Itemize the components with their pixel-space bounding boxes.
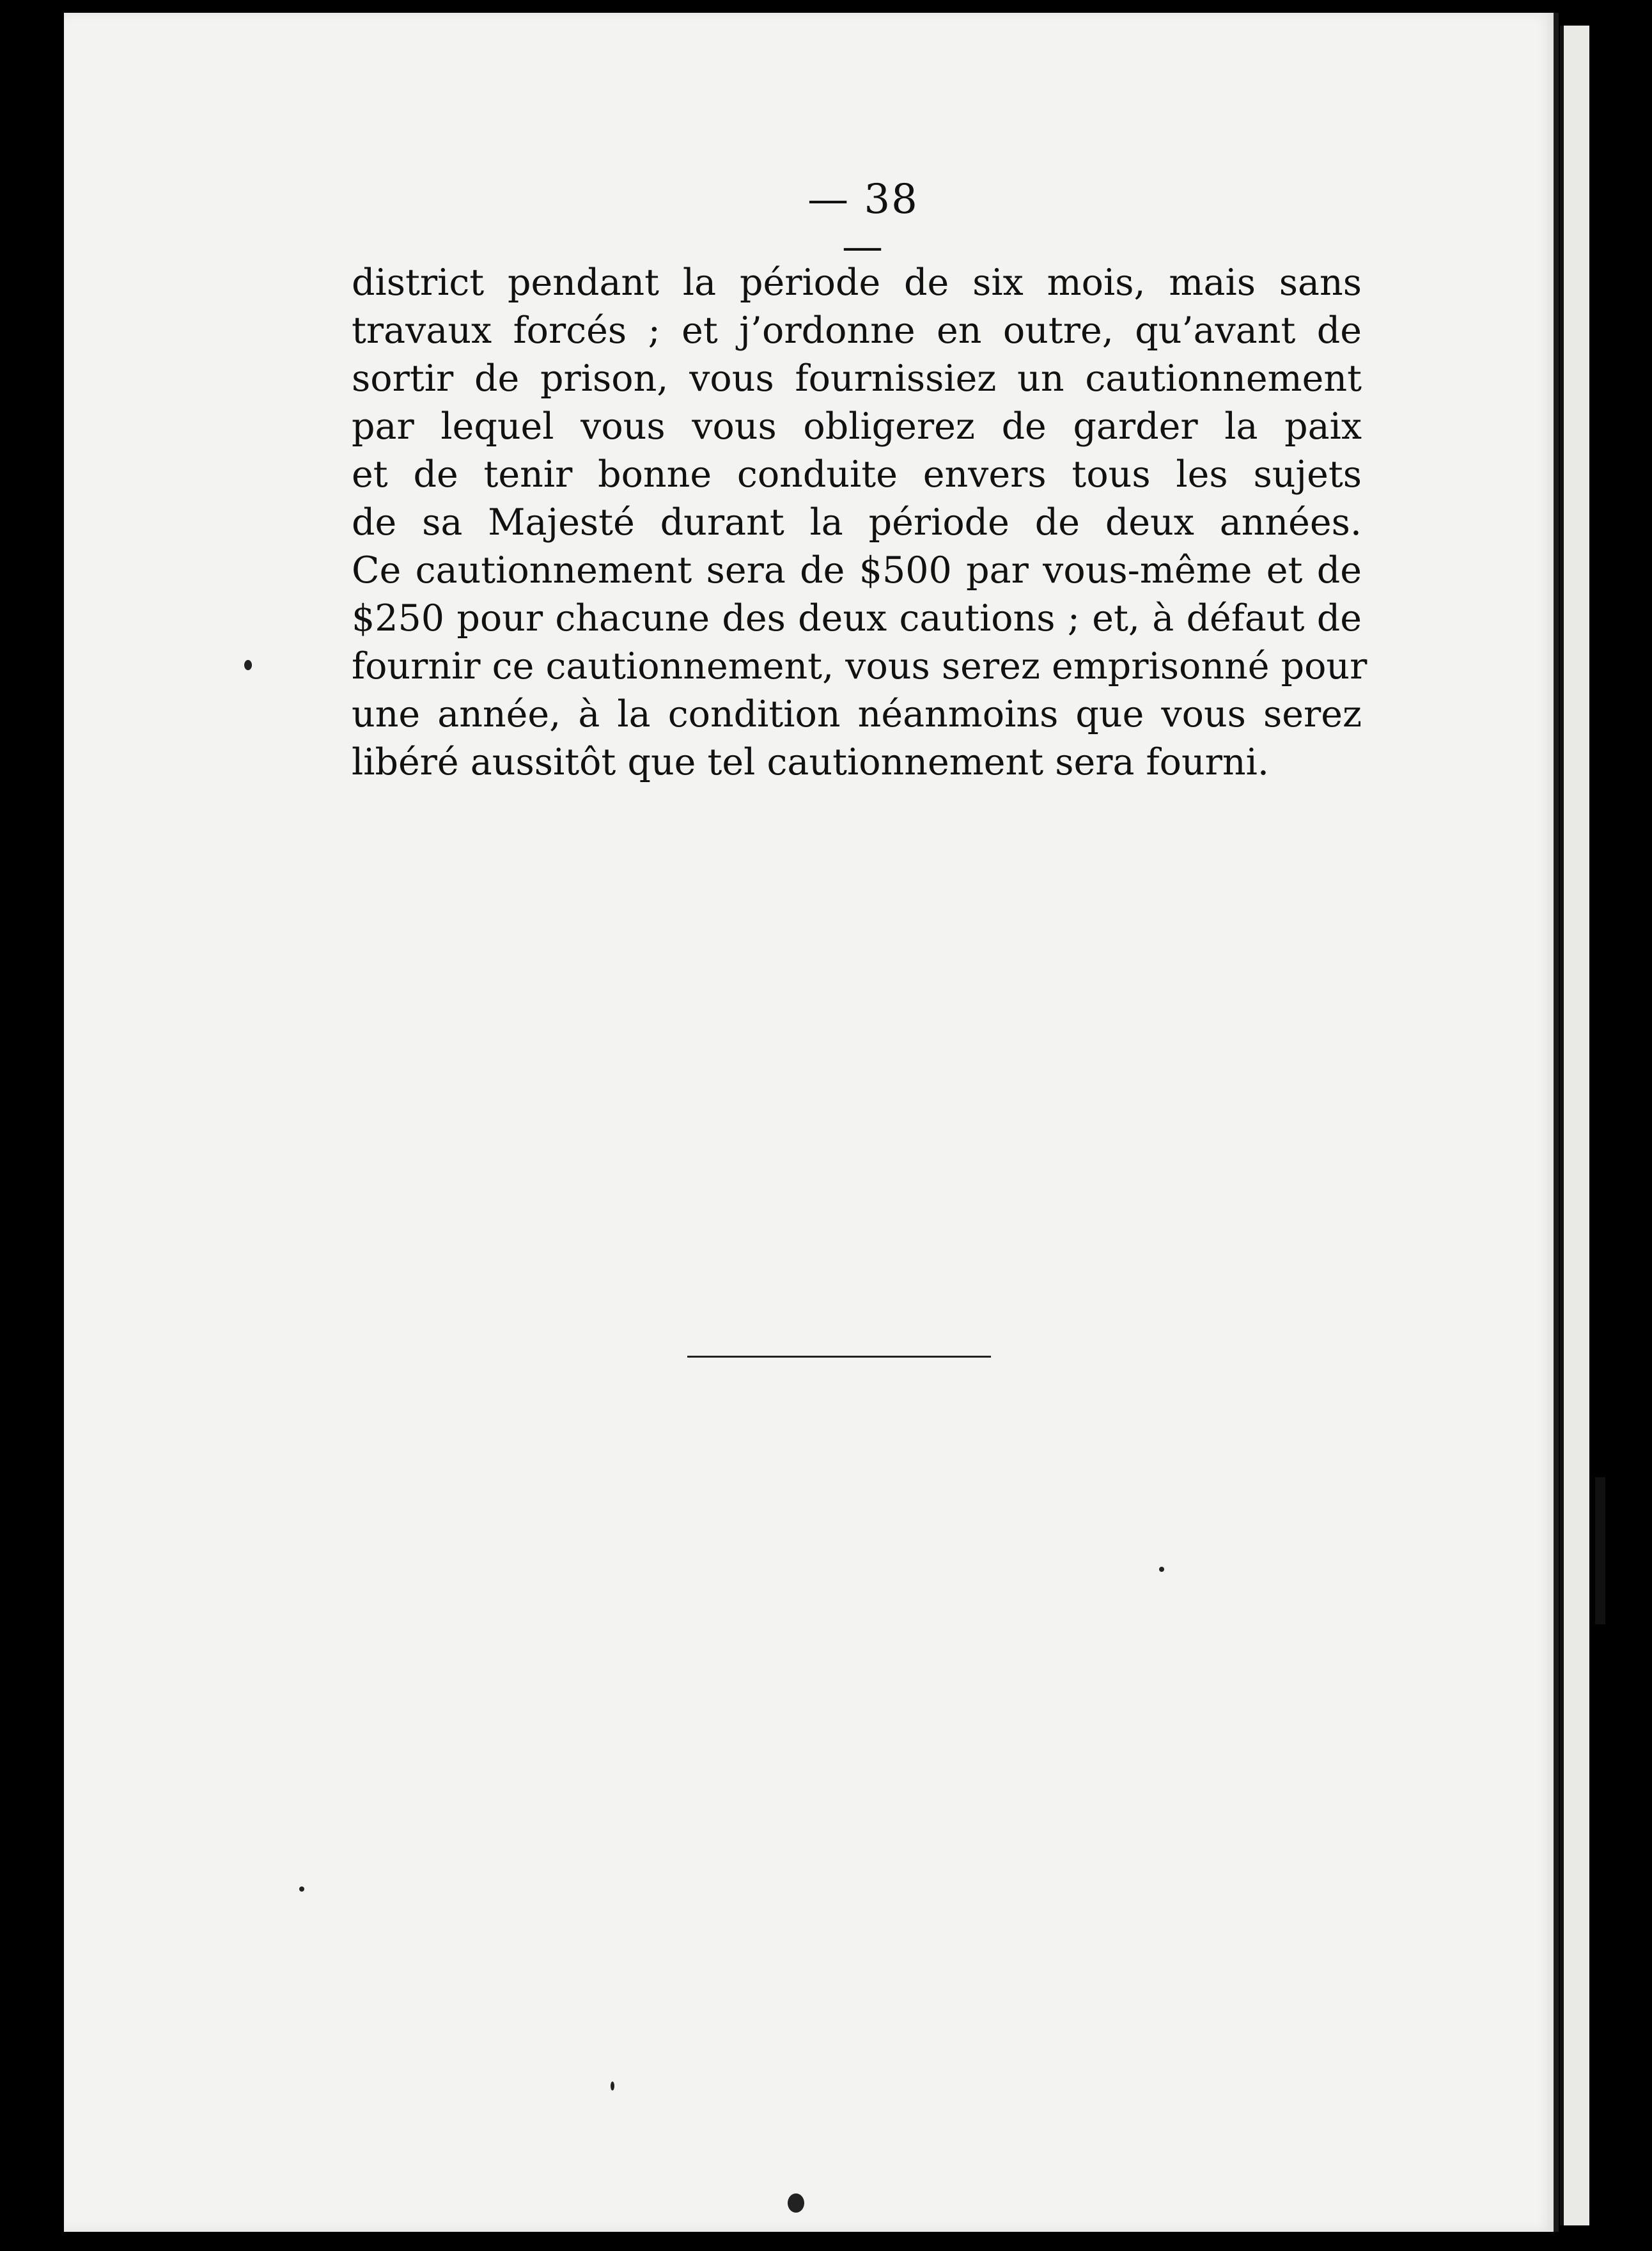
text-line: libéré aussitôt que tel cautionnement sera fourni. (352, 741, 1269, 783)
ink-speck (788, 2193, 804, 2213)
page-number: — 38 — (807, 176, 919, 271)
text-line: fournir ce cautionnement, vous serez emprisonné pour (352, 645, 1368, 687)
ink-speck (244, 660, 252, 670)
body-paragraph (352, 259, 1368, 787)
ink-speck (611, 2082, 614, 2090)
text-line: et de tenir bonne conduite envers tous les sujets (352, 453, 1362, 496)
text-line: travaux forcés ; et j’ordonne en outre, qu’avant de (352, 310, 1362, 352)
binding-shadow (1595, 1477, 1605, 1624)
text-line: district pendant la période de six mois, mais sans (352, 262, 1362, 304)
text-line: Ce cautionnement sera de $500 par vous-même et de (352, 549, 1362, 592)
text-line: sortir de prison, vous fournissiez un cautionnement (352, 357, 1362, 400)
text-line: par lequel vous vous obligerez de garder la paix (352, 405, 1362, 448)
text-line: $250 pour chacune des deux cautions ; et, à défaut de (352, 597, 1362, 639)
section-divider-rule (687, 1356, 991, 1358)
text-line: de sa Majesté durant la période de deux années. (352, 501, 1362, 544)
text-line: une année, à la condition néanmoins que vous serez (352, 693, 1362, 735)
ink-speck (1159, 1567, 1164, 1572)
ink-speck (299, 1886, 304, 1892)
adjacent-page-edge (1560, 26, 1589, 2225)
